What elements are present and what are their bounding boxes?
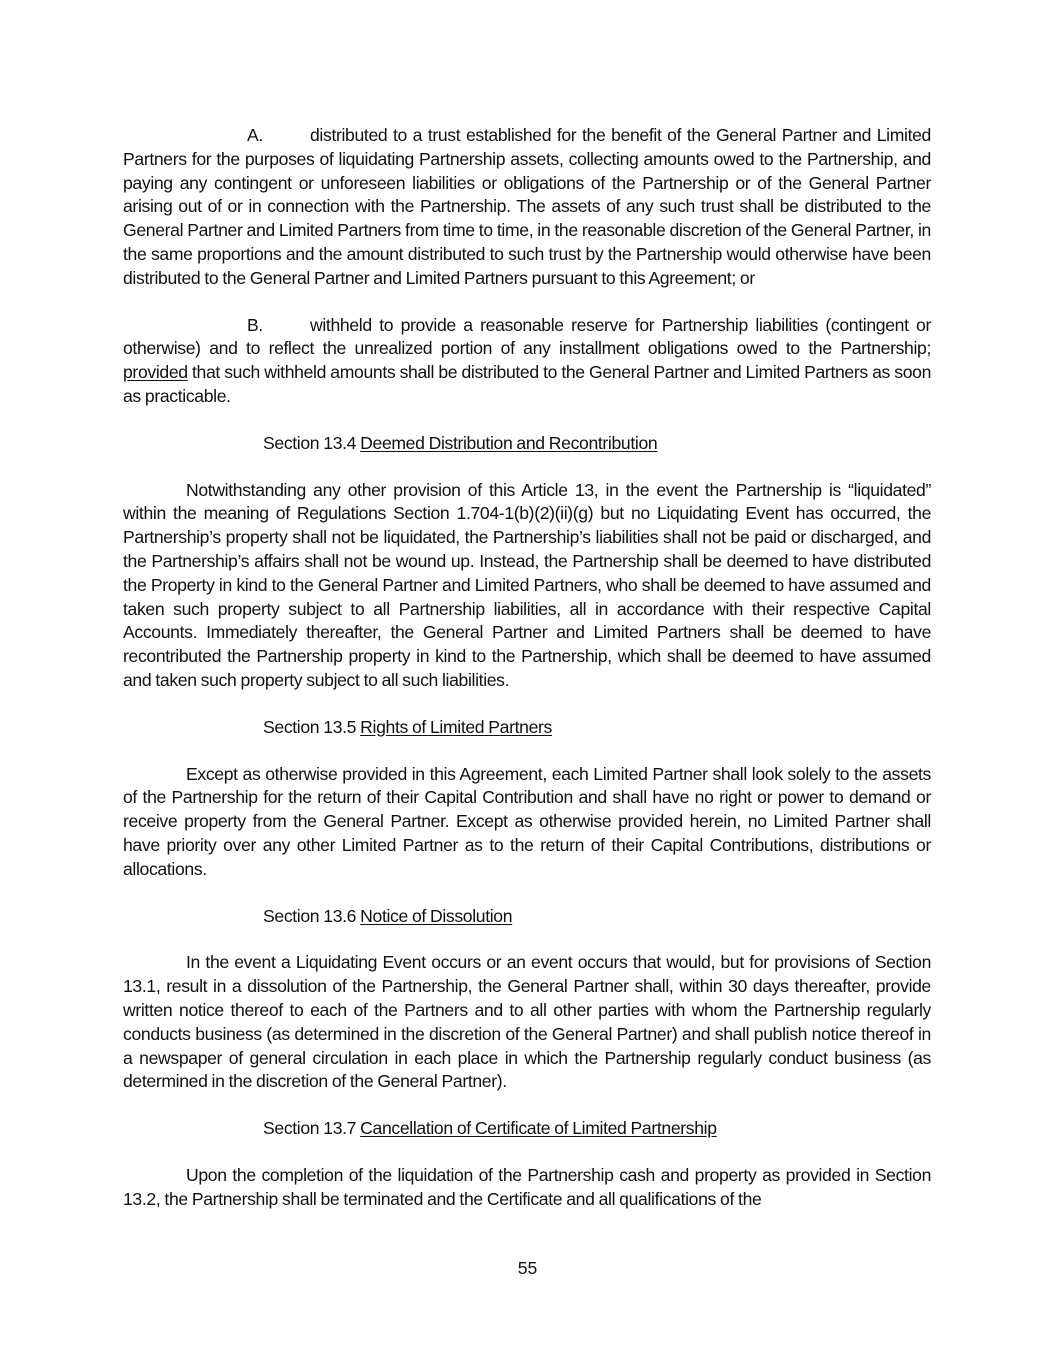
clause-b-provided: provided bbox=[123, 362, 188, 383]
section-13-7-number: Section 13.7 bbox=[263, 1118, 361, 1139]
section-13-5-heading bbox=[123, 716, 931, 740]
section-13-6-number: Section 13.6 bbox=[263, 905, 361, 926]
clause-b-label: B. bbox=[247, 314, 263, 335]
section-13-7-title: Cancellation of Certificate of Limited Partnership bbox=[360, 1118, 717, 1139]
section-13-4-heading bbox=[123, 432, 931, 456]
page-number: 55 bbox=[517, 1258, 538, 1278]
clause-a bbox=[123, 124, 931, 291]
section-13-4-number: Section 13.4 bbox=[263, 432, 361, 453]
section-13-7-heading bbox=[123, 1117, 931, 1141]
section-13-6-heading bbox=[123, 905, 931, 929]
clause-b-text-before: withheld to provide a reasonable reserve for Partnership liabilities (contingent or otherwise) and to reflect the unrealized portion of any installment obligations owed to the Partnership; bbox=[123, 314, 931, 359]
section-13-7-body: Upon the completion of the liquidation of the Partnership cash and property as provided in Section 13.2, the Partnership shall be terminated and the Certificate and all qualifications of the bbox=[123, 1164, 931, 1209]
document-page bbox=[123, 124, 931, 1211]
section-13-5-title: Rights of Limited Partners bbox=[360, 716, 552, 737]
clause-a-label: A. bbox=[247, 125, 263, 145]
section-13-5-number: Section 13.5 bbox=[263, 716, 361, 737]
section-13-4-title: Deemed Distribution and Recontribution bbox=[360, 432, 658, 453]
section-13-4-body: Notwithstanding any other provision of this Article 13, in the event the Partnership is “liquidated” within the meaning of Regulations Section 1.704-1(b)(2)(ii)(g) but no Liquidating Event has occurred, the Partnership’s property shall not be liquidated, the Partnership’s liabilities shall not be paid or discharged, and the Partnership’s affairs shall not be wound up. Instead, the Partnership shall be deemed to have distributed the Property in kind to the General Partner and Limited Partners, who shall be deemed to have assumed and taken such property subject to all Partnership liabilities, all in accordance with their respective Capital Accounts. Immediately thereafter, the General Partner and Limited Partners shall be deemed to have recontributed the Partnership property in kind to the Partnership, which shall be deemed to have assumed and taken such property subject to all such liabilities. bbox=[123, 479, 931, 690]
section-13-6-body: In the event a Liquidating Event occurs or an event occurs that would, but for provisions of Section 13.1, result in a dissolution of the Partnership, the General Partner shall, within 30 days thereafter, provide written notice thereof to each of the Partners and to all other parties with whom the Partnership regularly conducts business (as determined in the discretion of the General Partner) and shall publish notice thereof in a newspaper of general circulation in each place in which the Partnership regularly conduct business (as determined in the discretion of the General Partner). bbox=[123, 952, 931, 1092]
clause-b bbox=[123, 314, 931, 409]
section-13-5-body: Except as otherwise provided in this Agreement, each Limited Partner shall look solely to the assets of the Partnership for the return of their Capital Contribution and shall have no right or power to demand or receive property from the General Partner. Except as otherwise provided herein, no Limited Partner shall have priority over any other Limited Partner as to the return of their Capital Contributions, distributions or allocations. bbox=[123, 763, 931, 879]
clause-a-text: distributed to a trust established for the benefit of the General Partner and Limited Partners for the purposes of liquidating Partnership assets, collecting amounts owed to the Partnership, and paying any contingent or unforeseen liabilities or obligations of the Partnership or of the General Partner arising out of or in connection with the Partnership. The assets of any such trust shall be distributed to the General Partner and Limited Partners from time to time, in the reasonable discretion of the General Partner, in the same proportions and the amount distributed to such trust by the Partnership would otherwise have been distributed to the General Partner and Limited Partners pursuant to this Agreement; or bbox=[123, 125, 931, 288]
section-13-6-title: Notice of Dissolution bbox=[360, 905, 513, 926]
clause-b-text-after: that such withheld amounts shall be distributed to the General Partner and Limited Partners as soon as practicable. bbox=[123, 362, 931, 406]
